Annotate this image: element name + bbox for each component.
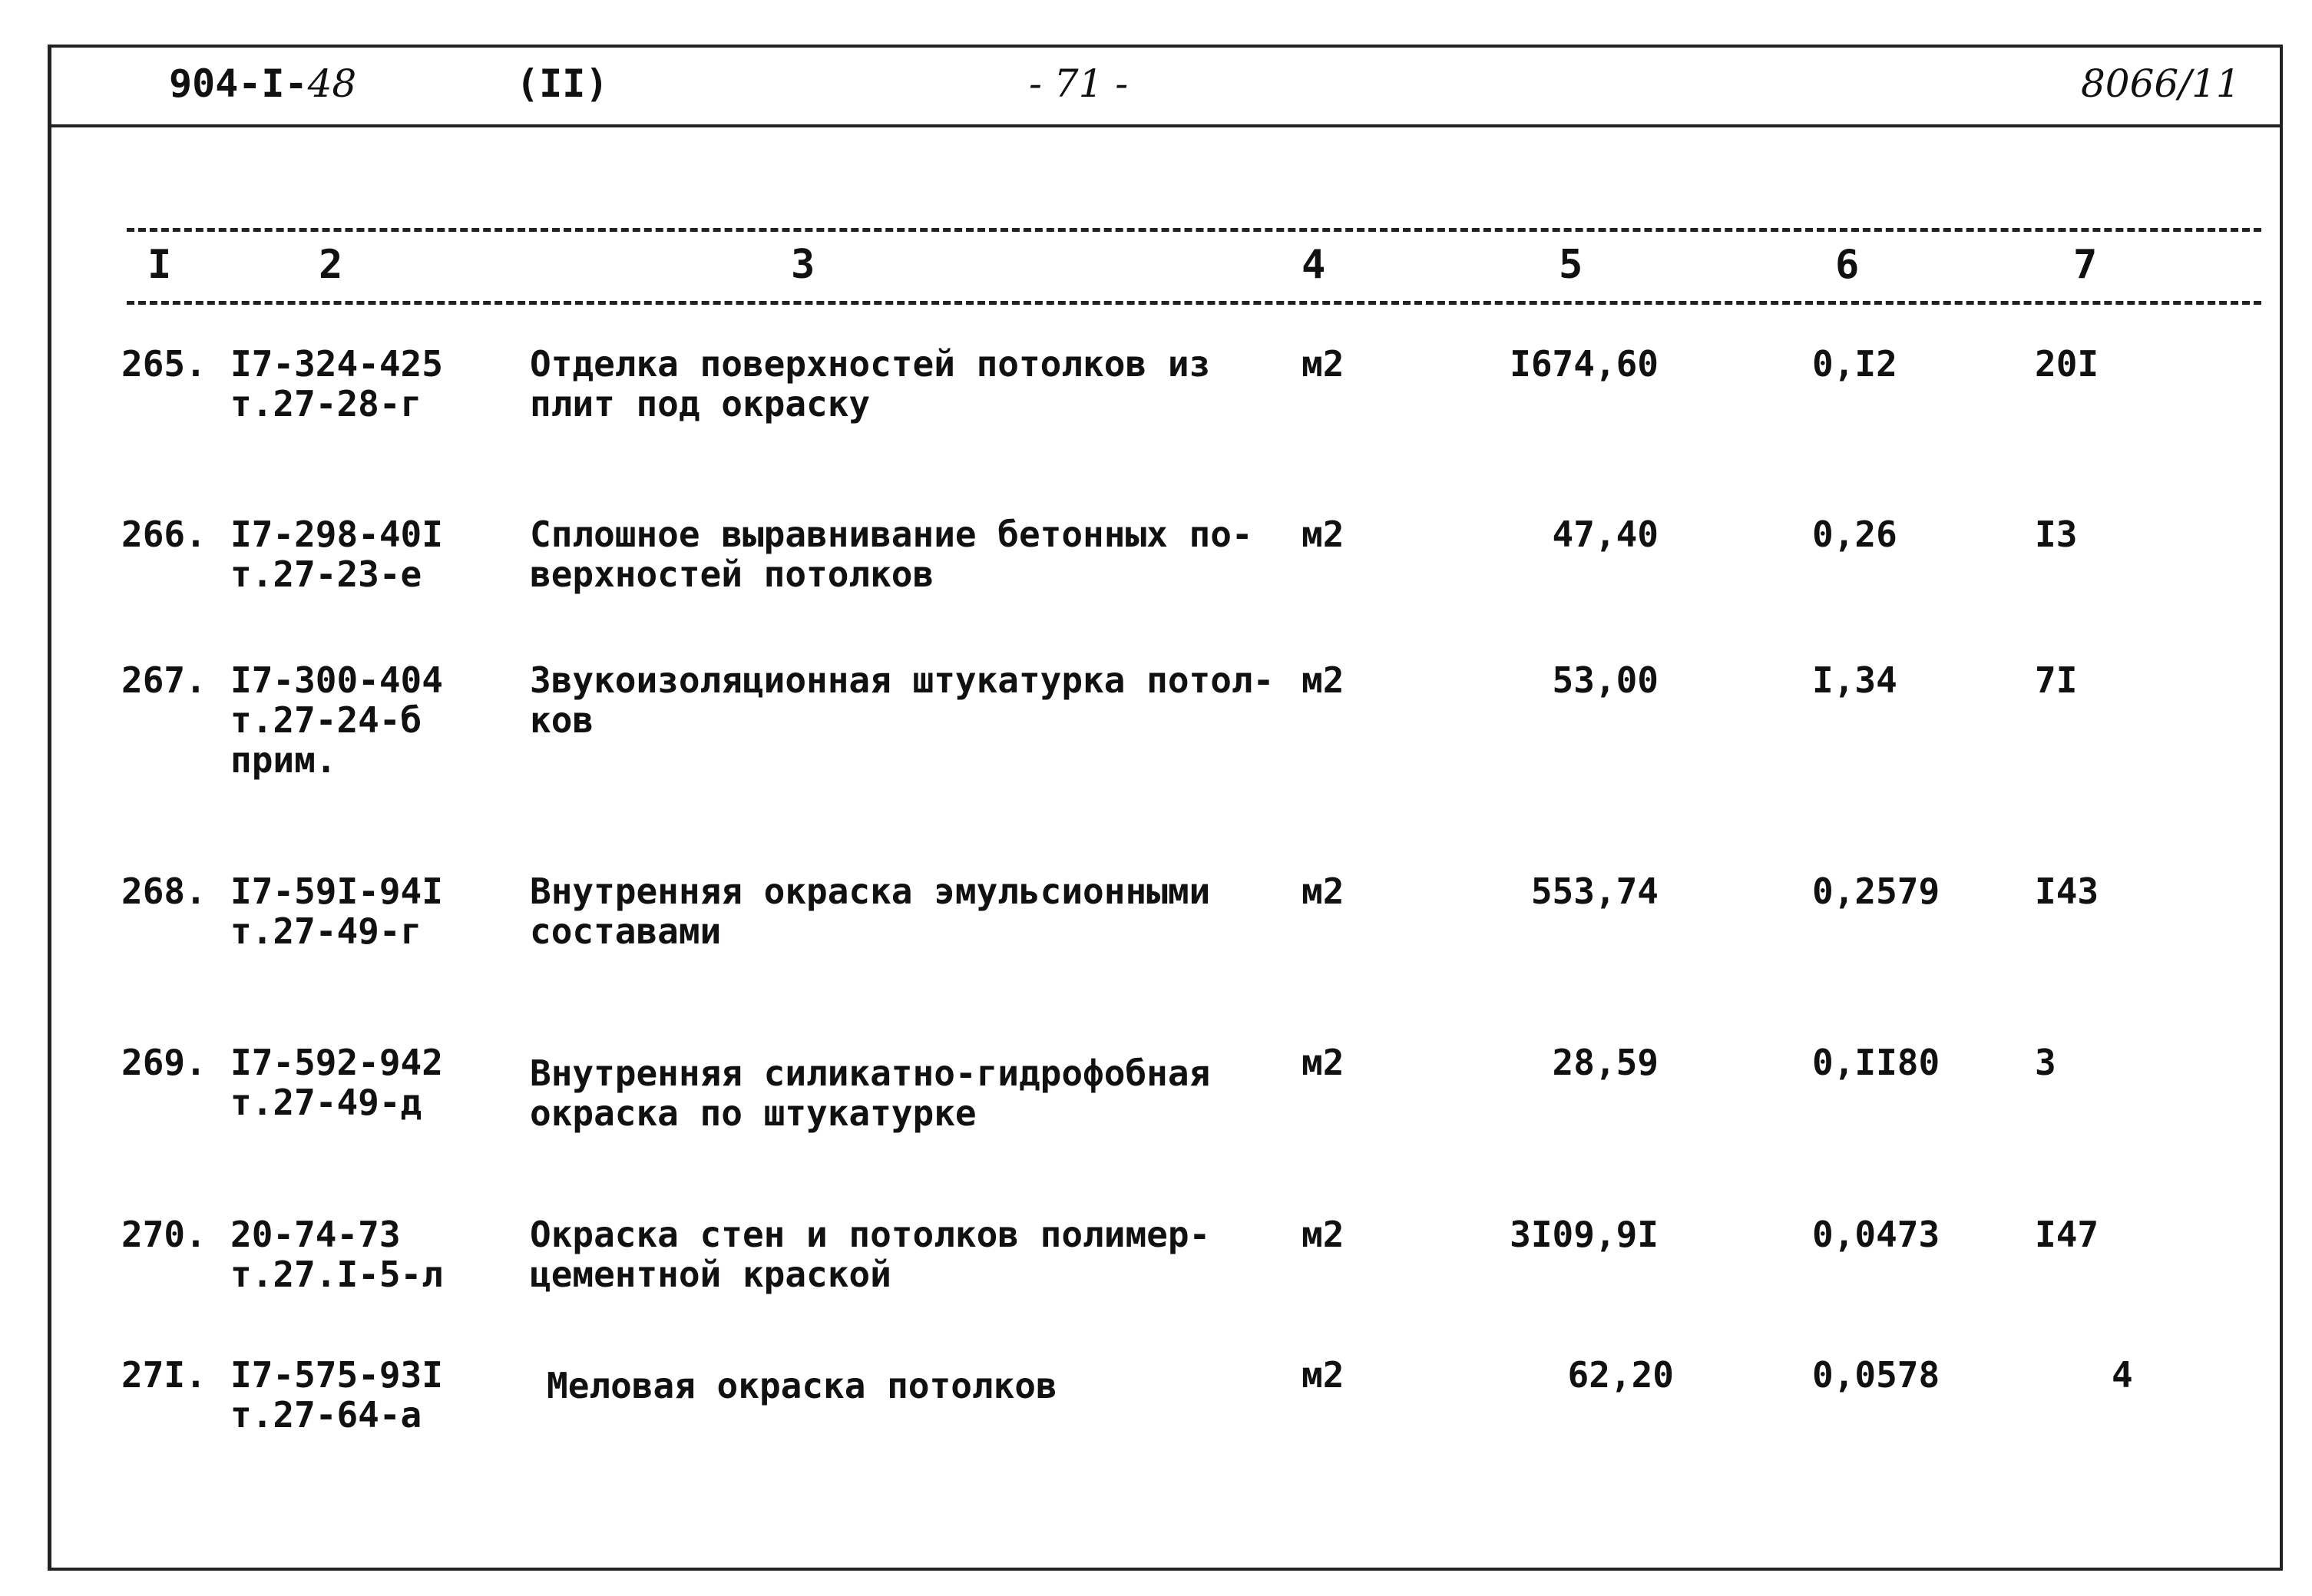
doc-code: 904-I-48	[169, 61, 357, 106]
row-number: 270.	[121, 1214, 207, 1255]
row-number: 268.	[121, 871, 207, 912]
column-number-1: I	[147, 242, 172, 288]
row-total: 20I	[2035, 343, 2099, 385]
row-norm: 0,0473	[1812, 1214, 1940, 1255]
column-number-2: 2	[319, 242, 343, 288]
row-quantity: 53,00	[1552, 659, 1659, 701]
row-number: 27I.	[121, 1354, 207, 1396]
doc-reference: 8066/11	[2081, 61, 2241, 106]
column-number-3: 3	[791, 242, 815, 288]
row-code: 20-74-73 т.27.I-5-л	[230, 1214, 443, 1295]
row-code: I7-592-942 т.27-49-д	[230, 1042, 443, 1123]
table-header-dashed-rule	[127, 301, 2261, 305]
row-code: I7-298-40I т.27-23-е	[230, 514, 443, 595]
row-code: I7-575-93I т.27-64-а	[230, 1354, 443, 1436]
row-number: 266.	[121, 514, 207, 555]
row-code: I7-300-404 т.27-24-б прим.	[230, 659, 443, 781]
row-code: I7-324-425 т.27-28-г	[230, 343, 443, 425]
row-total: 7I	[2035, 659, 2078, 701]
column-number-5: 5	[1559, 242, 1583, 288]
column-number-4: 4	[1302, 242, 1326, 288]
row-norm: 0,0578	[1812, 1354, 1940, 1396]
row-unit: м2	[1302, 659, 1345, 701]
row-total: 3	[2035, 1042, 2056, 1083]
row-unit: м2	[1302, 1354, 1345, 1396]
row-description: Отделка поверхностей потолков из плит под окраску	[530, 343, 1211, 425]
row-description: Звукоизоляционная штукатурка потол- ков	[530, 659, 1275, 741]
row-unit: м2	[1302, 343, 1345, 385]
row-quantity: 553,74	[1530, 871, 1659, 912]
row-total: 4	[2112, 1354, 2133, 1396]
row-quantity: 47,40	[1552, 514, 1659, 555]
row-code: I7-59I-94I т.27-49-г	[230, 871, 443, 952]
row-unit: м2	[1302, 1214, 1345, 1255]
row-quantity: I674,60	[1510, 343, 1659, 385]
row-norm: 0,26	[1812, 514, 1897, 555]
row-unit: м2	[1302, 871, 1345, 912]
row-norm: I,34	[1812, 659, 1897, 701]
row-quantity: 28,59	[1552, 1042, 1659, 1083]
row-number: 265.	[121, 343, 207, 385]
row-norm: 0,2579	[1812, 871, 1940, 912]
row-description: Внутренняя окраска эмульсионными составами	[530, 871, 1211, 952]
section-label: (II)	[516, 61, 609, 106]
column-number-7: 7	[2073, 242, 2098, 288]
row-description: Меловая окраска потолков	[547, 1365, 1057, 1406]
doc-code-handwritten: 48	[307, 61, 357, 106]
row-unit: м2	[1302, 1042, 1345, 1083]
row-total: I47	[2035, 1214, 2099, 1255]
row-unit: м2	[1302, 514, 1345, 555]
row-quantity: 3I09,9I	[1510, 1214, 1659, 1255]
row-norm: 0,I2	[1812, 343, 1897, 385]
page-number: - 71 -	[1029, 61, 1129, 106]
row-norm: 0,II80	[1812, 1042, 1940, 1083]
table-top-dashed-rule	[127, 228, 2261, 232]
column-number-6: 6	[1835, 242, 1860, 288]
page-frame	[48, 45, 2283, 1571]
row-total: I3	[2035, 514, 2078, 555]
row-description: Внутренняя силикатно-гидрофобная окраска по штукатурке	[530, 1052, 1211, 1134]
row-description: Сплошное выравнивание бетонных по- верхностей потолков	[530, 514, 1253, 595]
row-number: 267.	[121, 659, 207, 701]
row-total: I43	[2035, 871, 2099, 912]
row-description: Окраска стен и потолков полимер- цементной краской	[530, 1214, 1211, 1295]
row-quantity: 62,20	[1567, 1354, 1674, 1396]
header-divider	[48, 124, 2282, 127]
row-number: 269.	[121, 1042, 207, 1083]
